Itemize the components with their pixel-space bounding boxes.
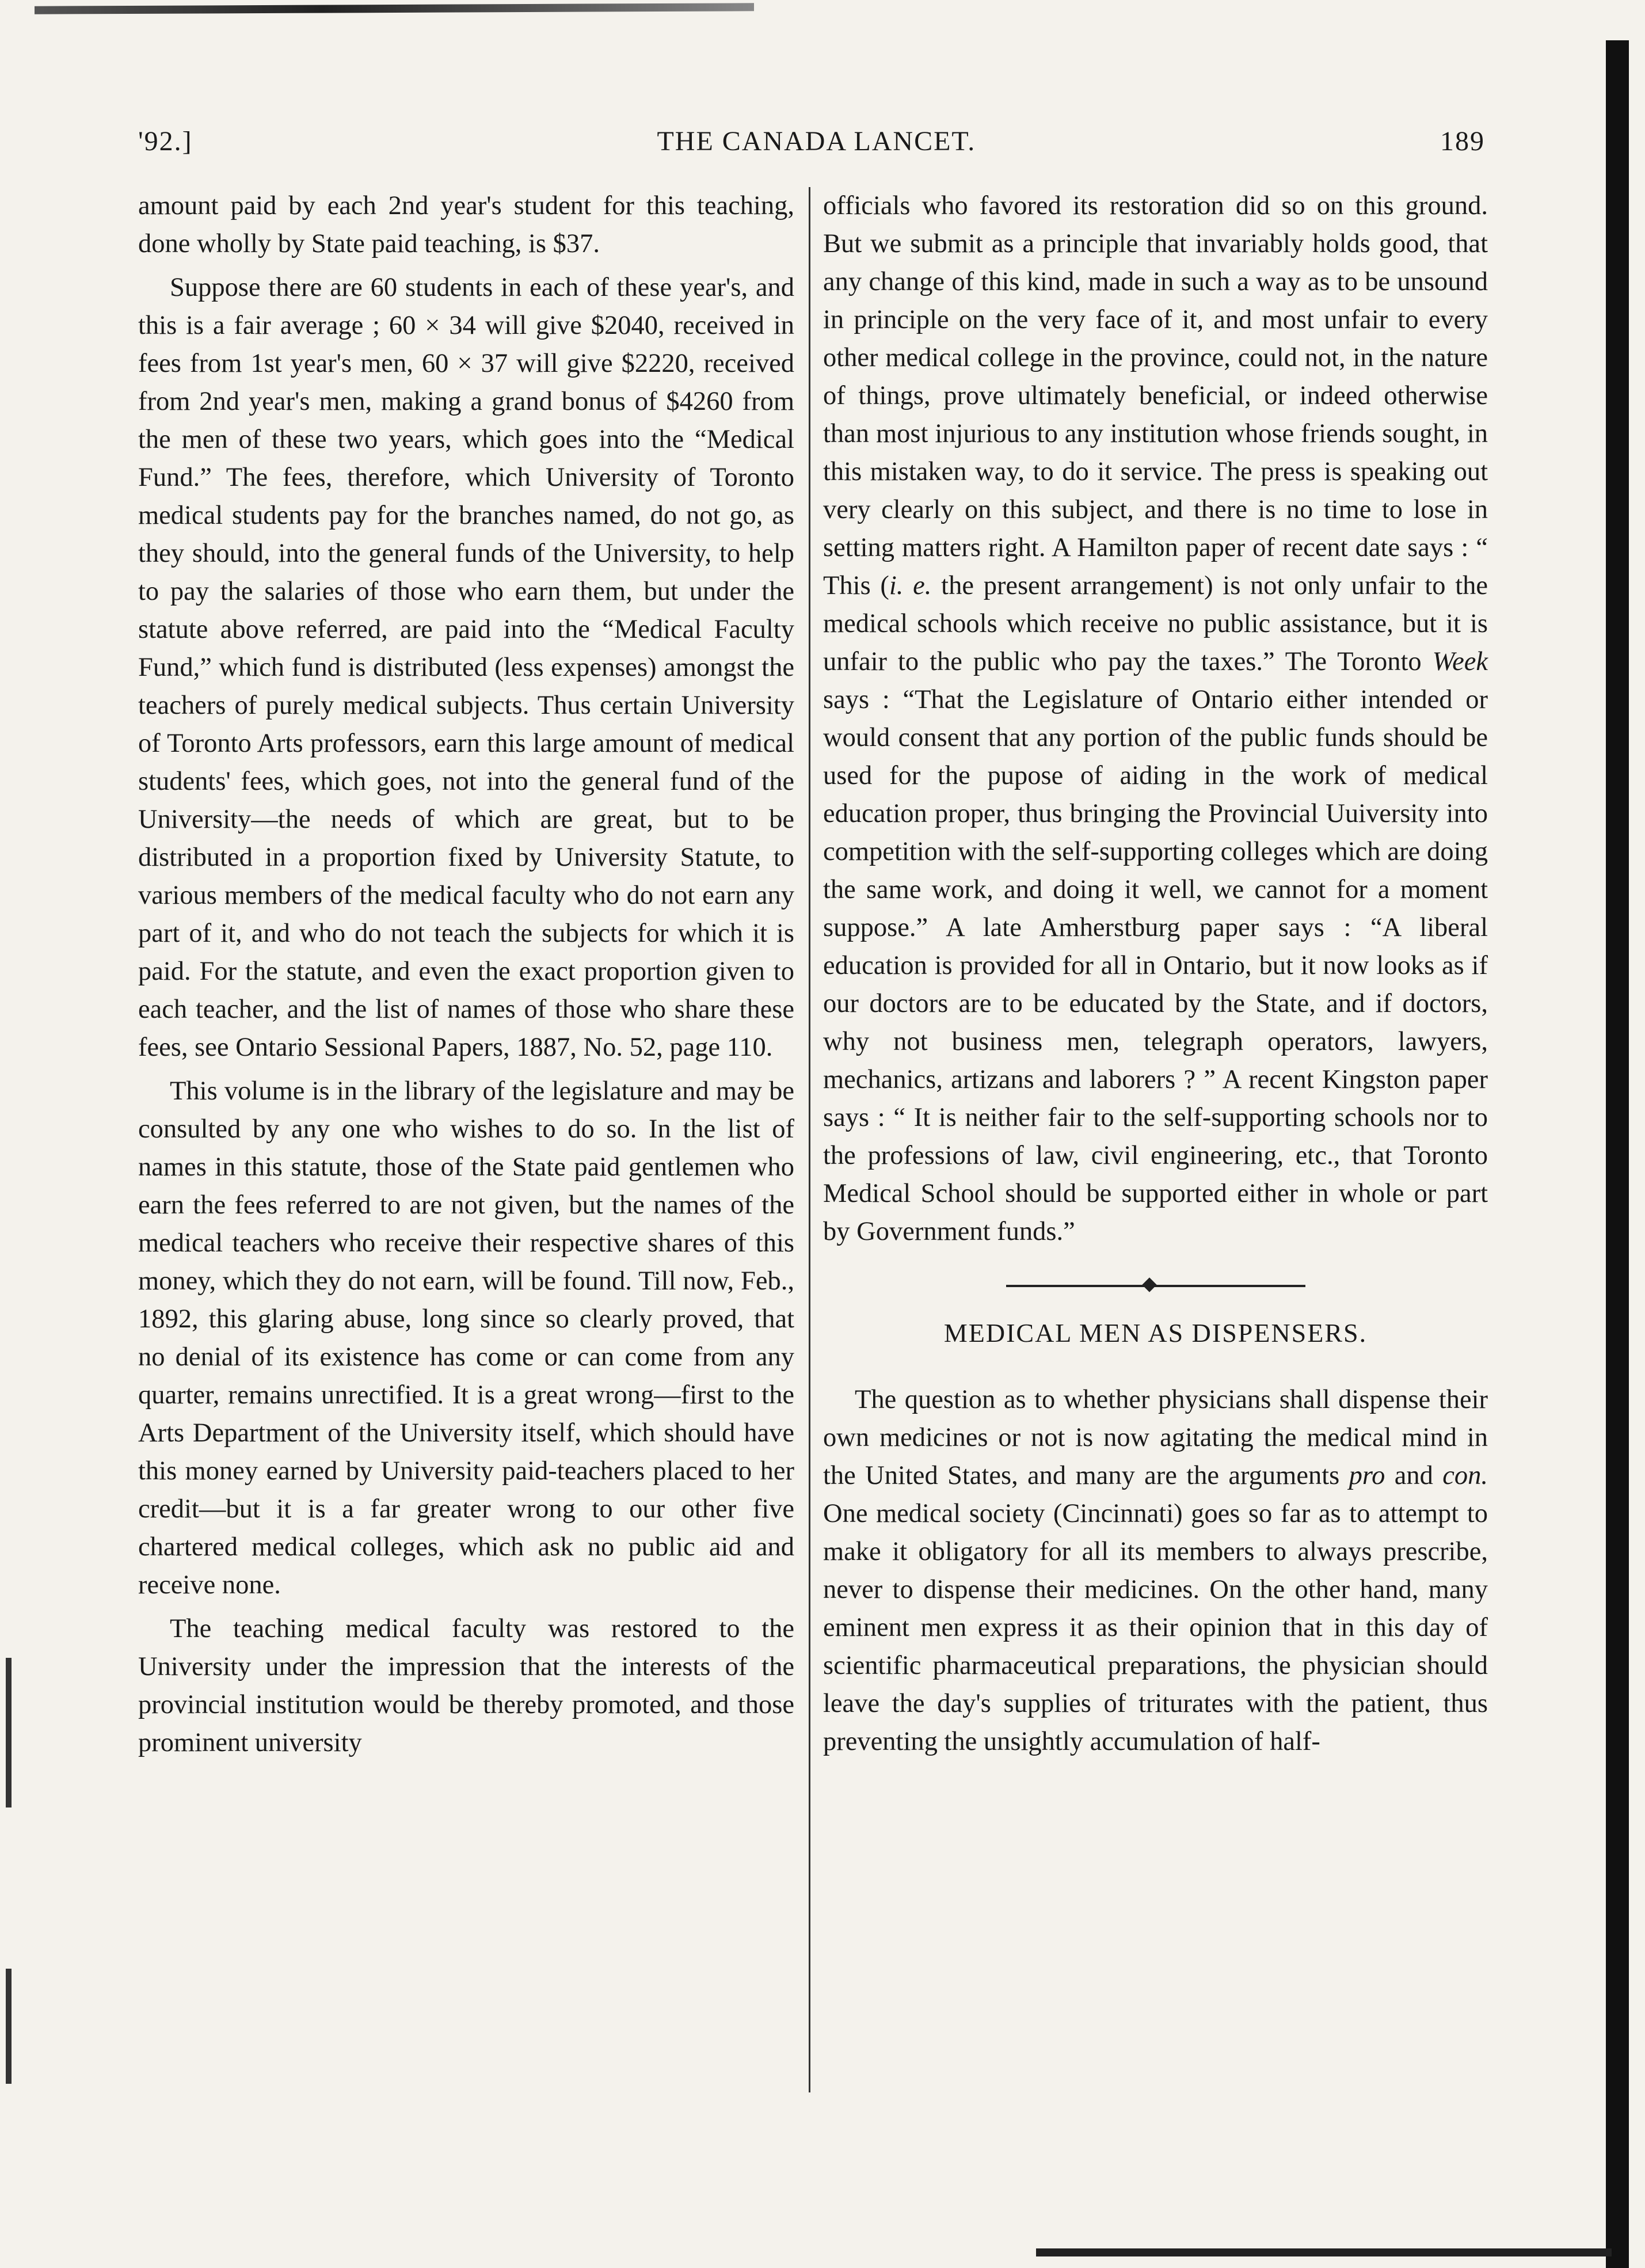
paragraph: This volume is in the library of the legislature and may be consulted by any one who wishes to do so. In the list of names in this statute, those of the State paid gentlemen who earn the fees referred to are not given, but the names of the medical teachers who receive their respective shares of this money, which they do not earn, will be found. Till now, Feb., 1892, this glaring abuse, long since so clearly proved, that no denial of its existence has come or can come from any quarter, remains unrectified. It is a great wrong—first to the Arts Department of the University itself, which should have this money earned by University paid-teachers placed to her credit—but it is a far greater wrong to our other five chartered medical colleges, which ask no public aid and receive none. [138,1076,794,1600]
bottom-edge-rule [1036,2248,1612,2256]
header-year: '92.] [138,126,193,157]
running-head [138,125,1485,172]
column-divider [809,187,810,2092]
italic-text: Week [1432,647,1488,676]
text-run: One medical society (Cincinnati) goes so far as to attempt to make it obligatory for all its members to always prescribe, never to dispense their medicines. On the other hand, many eminent men express it as their opinion that in this day of scientific pharmaceutical preparations, the physician should leave the day's supplies of triturates with the patient, thus preventing the unsightly accumulation of half- [823,1499,1488,1756]
section-ornament [1006,1280,1305,1291]
text-run: officials who favored its restoration did so on this ground. But we submit as a principle that invariably holds good, that any change of this kind, made in such a way as to be unsound in principle on the very face of it, and most unfair to every other medical college in the province, could not, in the nature of things, prove ultimately beneficial, or indeed otherwise than most injurious to any institution whose friends sought, in this mistaken way, to do it service. The press is speaking out very clearly on this subject, and there is no time to lose in setting matters right. A Hamilton paper of recent date says : “ This ( [823,191,1488,600]
right-edge-binding [1606,40,1629,2268]
paragraph: amount paid by each 2nd year's student for this teaching, done wholly by State paid teaching, is $37. [138,191,794,258]
left-edge-mark [6,1658,12,1807]
text-run: and [1385,1461,1443,1490]
text-run: says : “That the Legislature of Ontario either intended or would consent that any portion of the public funds should be used for the pupose of aiding in the work of medical education proper, thus bringing the Provincial Uuiversity into competition with the self-supporting colleges which are doing the same work, and doing it well, we cannot for a moment suppose.” A late Amherstburg paper says : “A liberal education is provided for all in Ontario, but it now looks as if our doctors are to be educated by the State, and if doctors, why not business men, telegraph operators, lawyers, mechanics, artizans and laborers ? ” A recent Kingston paper says : “ It is neither fair to the self-supporting schools nor to the professions of law, civil engineering, etc., that Toronto Medical School should be supported either in whole or part by Government funds.” [823,685,1488,1246]
journal-title: THE CANADA LANCET. [657,126,976,157]
left-edge-mark [6,1969,12,2084]
text-run: The question as to whether physicians shall dispense their own medicines or not is now agitating the medical mind in the United States, and many are the arguments [823,1385,1488,1490]
paragraph [823,1381,1488,1761]
italic-text: pro [1349,1461,1385,1490]
top-edge-rule [35,3,754,14]
section-heading: MEDICAL MEN AS DISPENSERS. [943,1318,1368,1348]
page-number: 189 [1440,126,1485,157]
text-run: the present arrangement) is not only unfair to the medical schools which receive no public assistance, but it is unfair to the public who pay the taxes.” The Toronto [823,571,1488,676]
paragraph: Suppose there are 60 students in each of these year's, and this is a fair average ; 60 × 34 will give $2040, received in fees from 1st year's men, 60 × 37 will give $2220, received from 2nd year's men, making a grand bonus of $4260 from the men of these two years, which goes into the “Medical Fund.” The fees, therefore, which University of Toronto medical students pay for the branches named, do not go, as they should, into the general funds of the University, to help to pay the salaries of those who earn them, but under the statute above referred, are paid into the “Medical Faculty Fund,” which fund is distributed (less expenses) amongst the teachers of purely medical subjects. Thus certain University of Toronto Arts professors, earn this large amount of medical students' fees, which goes, not into the general fund of the University—the needs of which are great, but to be distributed in a proportion fixed by University Statute, to various members of the medical faculty who do not earn any part of it, and who do not teach the subjects for which it is paid. For the statute, and even the exact proportion given to each teacher, and the list of names of those who share these fees, see Ontario Sessional Papers, 1887, No. 52, page 110. [138,273,794,1062]
paragraph: The teaching medical faculty was restored to the University under the impression that the interests of the provincial institution would be thereby promoted, and those prominent university [138,1614,794,1757]
right-column [823,187,1488,1761]
italic-text: con. [1442,1461,1488,1490]
left-column [138,187,794,1762]
paragraph [823,187,1488,1251]
italic-text: i. e. [889,571,932,600]
ornament-diamond-icon [1142,1277,1156,1292]
